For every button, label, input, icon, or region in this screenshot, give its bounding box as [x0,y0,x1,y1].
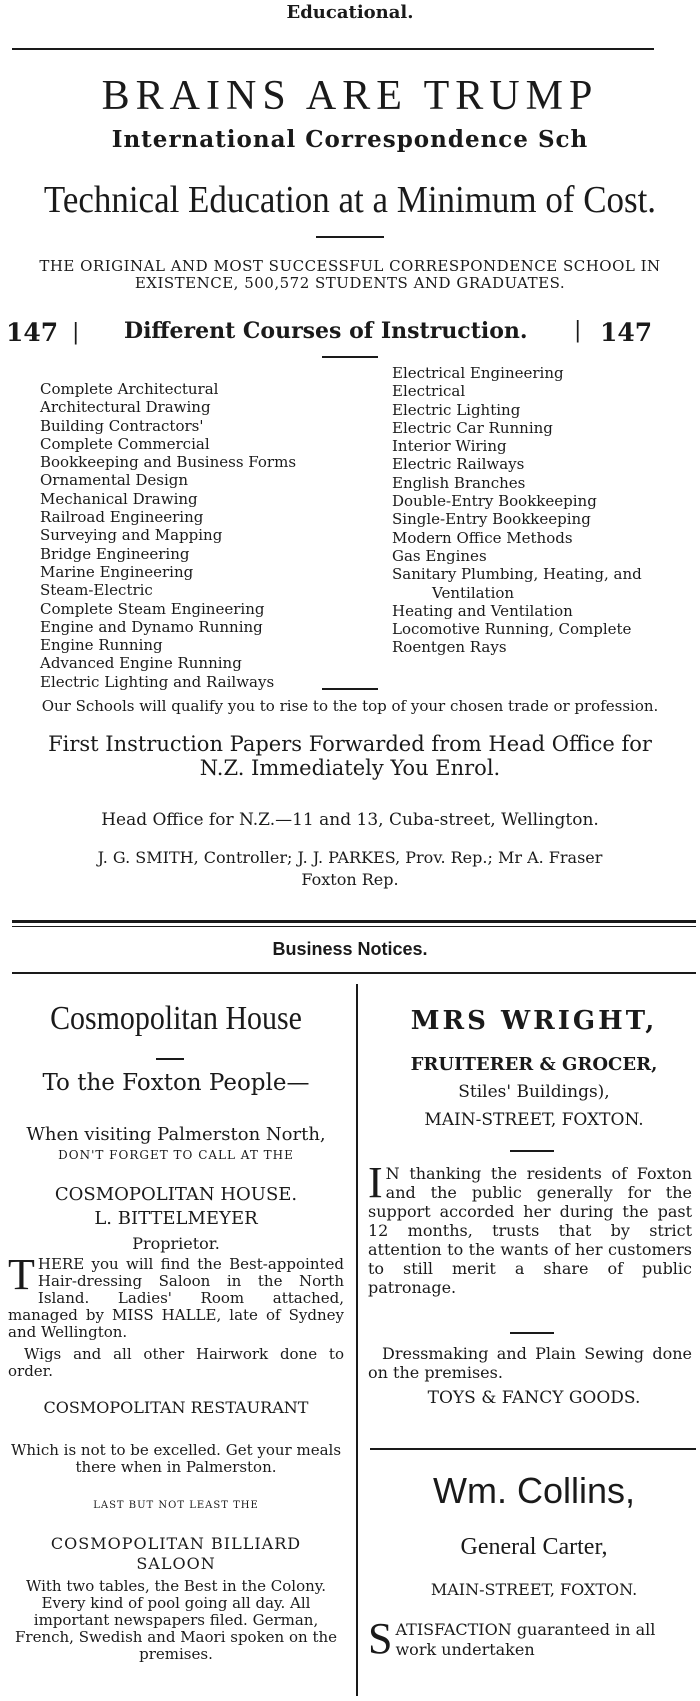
course-item: Bookkeeping and Business Forms [40,453,297,472]
representatives-line: J. G. SMITH, Controller; J. J. PARKES, Prov. Rep.; Mr A. Fraser [97,848,603,867]
ad-title: Cosmopolitan House [50,1000,302,1037]
first-instruction-line: First Instruction Papers Forwarded from Head Office for [48,732,652,756]
column-rule [356,984,358,1696]
course-item: Complete Steam Engineering [40,599,265,618]
course-item: English Branches [392,473,526,492]
section-heading-business: Business Notices. [272,939,428,959]
ad-text: FRUITERER & GROCER, [410,1054,658,1075]
head-office: Head Office for N.Z.—11 and 13, Cuba-street, Wellington. [101,810,599,830]
course-item: Surveying and Mapping [40,526,223,545]
course-item: Heating and Ventilation [392,601,573,620]
ad-text: Proprietor. [132,1234,220,1253]
school-description [0,258,700,292]
course-item: Bridge Engineering [40,544,190,563]
courses-list-left [40,380,296,691]
course-item: Railroad Engineering [40,508,204,527]
short-rule [316,236,384,238]
ad-paragraph: With two tables, the Best in the Colony. Every kind of pool going all day. All important newspapers filed. German, French, Swedish and Maori spoken on the premises. [14,1577,338,1663]
course-item: Ventilation [432,583,515,602]
short-rule [322,356,378,358]
course-item: Interior Wiring [392,437,507,456]
short-rule [510,1150,554,1152]
divider [12,926,696,927]
ad-text: DON'T FORGET TO CALL AT THE [58,1148,294,1162]
course-item: Electric Railways [392,455,525,474]
ad-paragraph: Dressmaking and Plain Sewing done on the premises. [368,1344,692,1382]
course-item: Single-Entry Bookkeeping [392,510,591,529]
course-item: Engine and Dynamo Running [40,617,263,636]
course-item: Sanitary Plumbing, Heating, and [392,565,642,584]
course-item: Gas Engines [392,546,487,565]
ad-paragraph-text: HERE you will find the Best-appointed Hair-dressing Saloon in the North Island. Ladies' Room attached, managed by MISS HALLE, late of Sydney and Wellington. [8,1255,344,1341]
course-count-left: 147 [6,318,59,347]
drop-cap: S [368,1614,393,1663]
short-rule [322,688,378,690]
course-item: Steam-Electric [40,581,153,600]
course-item: Modern Office Methods [392,528,573,547]
course-item: Ornamental Design [40,471,189,490]
course-item: Roentgen Rays [392,638,507,657]
short-rule [510,1332,554,1334]
ad-title: MRS WRIGHT, [410,1006,658,1036]
course-item: Complete Commercial [40,434,210,453]
course-item: Electric Lighting and Railways [40,672,275,691]
course-item: Electric Car Running [392,418,553,437]
section-heading-educational: Educational. [286,2,414,23]
course-item: Mechanical Drawing [40,489,198,508]
divider [12,920,696,923]
short-rule [156,1058,184,1060]
school-name: International Correspondence Sch [111,126,589,153]
ad-text: LAST BUT NOT LEAST THE [93,1500,259,1511]
ad-paragraph [8,1250,344,1341]
ad-subtitle: To the Foxton People— [42,1070,310,1096]
ad-text: COSMOPOLITAN HOUSE. [54,1184,298,1205]
ad-text: L. BITTELMEYER [94,1208,258,1229]
course-item: Architectural Drawing [40,398,211,417]
ad-text: MAIN-STREET, FOXTON. [430,1580,638,1599]
ad-text: TOYS & FANCY GOODS. [427,1388,641,1408]
ad-paragraph: Wigs and all other Hairwork done to order. [8,1345,344,1380]
courses-heading: Different Courses of Instruction. [124,318,528,344]
ad-paragraph-text: ATISFACTION guaranteed in all work undertaken [395,1620,656,1659]
ad-paragraph [368,1158,692,1297]
divider [370,1448,696,1450]
courses-list-right [392,364,694,657]
ad-text: Stiles' Buildings), [458,1082,610,1102]
ad-paragraph: Which is not to be excelled. Get your meals there when in Palmerston. [10,1441,342,1476]
course-count-right: 147 [600,318,653,347]
course-item: Building Contractors' [40,416,204,435]
ad-headline: BRAINS ARE TRUMP [101,73,599,119]
description-line: EXISTENCE, 500,572 STUDENTS AND GRADUATES. [134,274,566,292]
ad-text: COSMOPOLITAN RESTAURANT [43,1398,309,1417]
course-item: Complete Architectural [40,380,219,398]
ad-text: When visiting Palmerston North, [26,1124,326,1145]
divider [12,972,696,974]
ad-paragraph-text: N thanking the residents of Foxton and the public generally for the support accorded her during the past 12 months, trusts that by strict attention to the wants of her customers to still merit a share of public patronage. [368,1164,692,1297]
course-item: Double-Entry Bookkeeping [392,492,597,511]
course-item: Marine Engineering [40,562,194,581]
course-item: Advanced Engine Running [40,654,242,673]
description-line: THE ORIGINAL AND MOST SUCCESSFUL CORRESPONDENCE SCHOOL IN [39,257,661,275]
first-instruction [0,732,700,780]
divider [12,48,654,50]
first-instruction-line: N.Z. Immediately You Enrol. [199,756,501,780]
representatives [0,847,700,891]
representatives-line: Foxton Rep. [301,870,399,889]
course-item: Locomotive Running, Complete [392,620,632,639]
course-item: Engine Running [40,636,163,655]
vertical-bar: | [574,318,582,343]
ad-paragraph [368,1614,692,1663]
qualify-text: Our Schools will qualify you to rise to the top of your chosen trade or profession. [41,697,659,715]
ad-text: General Carter, [460,1534,608,1560]
vertical-bar: | [72,320,80,345]
ad-text: COSMOPOLITAN BILLIARD [50,1534,302,1553]
course-item: Electrical [392,382,466,401]
ad-title: Wm. Collins, [432,1470,635,1511]
course-item: Electric Lighting [392,400,521,419]
ad-text: MAIN-STREET, FOXTON. [424,1110,644,1130]
drop-cap: I [368,1158,383,1207]
drop-cap: T [8,1250,35,1299]
ad-tagline: Technical Education at a Minimum of Cost. [43,179,657,221]
course-item: Electrical Engineering [392,364,564,382]
ad-text: SALOON [136,1554,216,1573]
